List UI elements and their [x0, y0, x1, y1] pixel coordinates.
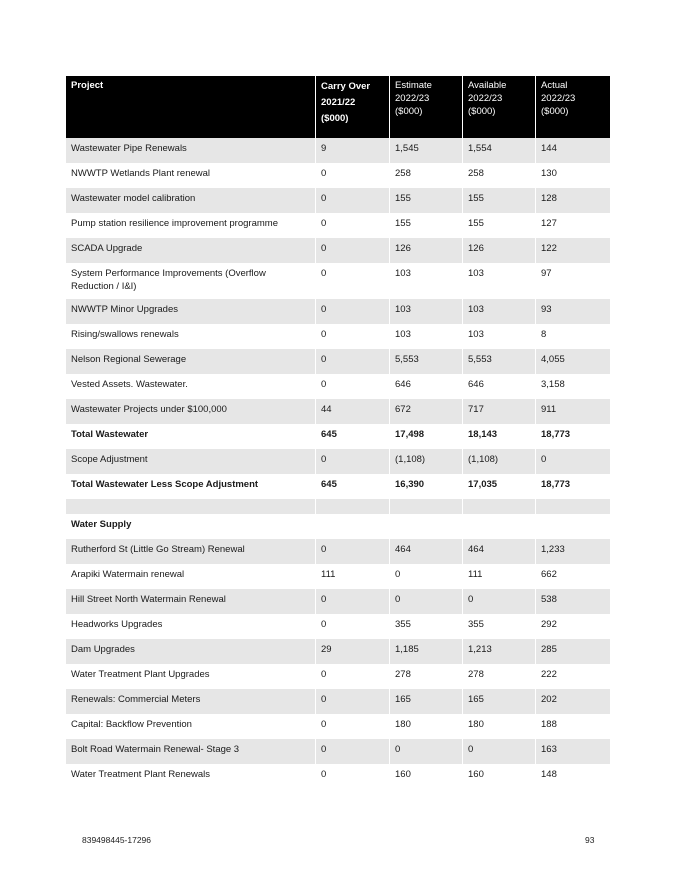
table-row [66, 474, 610, 499]
table-row [66, 349, 610, 374]
cell-project: Capital: Backflow Prevention [71, 719, 192, 730]
cell-estimate: 0 [389, 589, 462, 614]
cell-carry: 0 [315, 764, 389, 789]
cell-actual: 538 [535, 589, 610, 614]
cell-project: Wastewater Pipe Renewals [71, 143, 187, 154]
cell-available: 0 [462, 589, 535, 614]
cell-project: NWWTP Wetlands Plant renewal [71, 168, 211, 179]
cell-actual: 163 [535, 739, 610, 764]
cell-actual: 122 [535, 238, 610, 263]
cell-carry: 0 [315, 213, 389, 238]
cell-actual: 8 [535, 324, 610, 349]
cell-carry: 0 [315, 374, 389, 399]
cell-carry: 645 [315, 424, 389, 449]
cell-project: Headworks Upgrades [71, 619, 163, 630]
header-carry-line3: ($000) [321, 113, 349, 124]
cell-project: SCADA Upgrade [71, 243, 143, 254]
cell-available: 155 [462, 213, 535, 238]
cell-carry: 29 [315, 639, 389, 664]
cell-estimate: 126 [389, 238, 462, 263]
page-number: 93 [585, 835, 595, 845]
cell-project: Rutherford St (Little Go Stream) Renewal [71, 544, 245, 555]
cell-estimate: 278 [389, 664, 462, 689]
cell-available: 103 [462, 299, 535, 324]
table-row [66, 399, 610, 424]
cell-available: 18,143 [462, 424, 535, 449]
header-carry-over [315, 76, 389, 138]
cell-estimate: 355 [389, 614, 462, 639]
table-row [66, 639, 610, 664]
cell-available: 464 [462, 539, 535, 564]
cell-project: Vested Assets. Wastewater. [71, 379, 188, 390]
cell-estimate: 160 [389, 764, 462, 789]
cell-available: 126 [462, 238, 535, 263]
table-row [66, 539, 610, 564]
cell-project: NWWTP Minor Upgrades [71, 304, 178, 315]
cell-actual: 127 [535, 213, 610, 238]
cell-estimate [389, 499, 462, 514]
cell-project: Wastewater model calibration [71, 193, 196, 204]
cell-available: 278 [462, 664, 535, 689]
cell-carry: 0 [315, 238, 389, 263]
cell-project [66, 499, 315, 514]
cell-available: 165 [462, 689, 535, 714]
cell-actual [535, 514, 610, 539]
table-row [66, 714, 610, 739]
table-header-row [66, 76, 610, 138]
cell-available: 258 [462, 163, 535, 188]
cell-project: Pump station resilience improvement programme [71, 218, 278, 229]
cell-estimate: 103 [389, 324, 462, 349]
cell-actual [535, 499, 610, 514]
header-actual-line3: ($000) [541, 106, 569, 117]
cell-project: System Performance Improvements (Overflow Reduction / I&I) [71, 268, 266, 292]
capital-projects-table [66, 76, 610, 789]
cell-estimate: (1,108) [389, 449, 462, 474]
cell-available [462, 499, 535, 514]
cell-available: 646 [462, 374, 535, 399]
cell-project: Total Wastewater [71, 429, 149, 440]
table-row [66, 449, 610, 474]
table-row [66, 499, 610, 514]
header-estimate-line2: 2022/23 [395, 93, 430, 104]
cell-project: Water Treatment Plant Upgrades [71, 669, 210, 680]
table-row [66, 188, 610, 213]
cell-estimate: 16,390 [389, 474, 462, 499]
cell-estimate: 17,498 [389, 424, 462, 449]
header-project: Project [71, 80, 104, 91]
cell-available: 111 [462, 564, 535, 589]
cell-project: Scope Adjustment [71, 454, 148, 465]
cell-available: 1,213 [462, 639, 535, 664]
cell-project: Renewals: Commercial Meters [71, 694, 201, 705]
cell-actual: 0 [535, 449, 610, 474]
cell-estimate: 103 [389, 263, 462, 299]
table-body [66, 138, 610, 789]
cell-carry: 0 [315, 163, 389, 188]
cell-actual: 3,158 [535, 374, 610, 399]
cell-actual: 128 [535, 188, 610, 213]
cell-carry: 0 [315, 714, 389, 739]
cell-actual: 1,233 [535, 539, 610, 564]
cell-actual: 188 [535, 714, 610, 739]
table-row [66, 163, 610, 188]
table-row [66, 664, 610, 689]
table-row [66, 614, 610, 639]
header-estimate-line1: Estimate [395, 80, 432, 91]
cell-estimate: 103 [389, 299, 462, 324]
cell-project: Hill Street North Watermain Renewal [71, 594, 226, 605]
cell-estimate: 646 [389, 374, 462, 399]
cell-actual: 97 [535, 263, 610, 299]
cell-project: Bolt Road Watermain Renewal- Stage 3 [71, 744, 240, 755]
cell-actual: 148 [535, 764, 610, 789]
header-available [462, 76, 535, 138]
cell-actual: 285 [535, 639, 610, 664]
document-id: 839498445-17296 [82, 835, 152, 845]
cell-estimate: 155 [389, 188, 462, 213]
cell-actual: 911 [535, 399, 610, 424]
table-row [66, 689, 610, 714]
table-row [66, 739, 610, 764]
header-actual-line1: Actual [541, 80, 568, 91]
cell-estimate: 0 [389, 564, 462, 589]
cell-available: 103 [462, 324, 535, 349]
cell-available: 1,554 [462, 138, 535, 163]
cell-project: Water Treatment Plant Renewals [71, 769, 211, 780]
cell-carry: 0 [315, 263, 389, 299]
header-carry-line2: 2021/22 [321, 97, 356, 108]
cell-carry: 0 [315, 299, 389, 324]
table-row [66, 213, 610, 238]
table-row [66, 589, 610, 614]
cell-estimate: 464 [389, 539, 462, 564]
cell-estimate: 672 [389, 399, 462, 424]
cell-carry: 0 [315, 324, 389, 349]
cell-estimate [389, 514, 462, 539]
cell-carry: 0 [315, 188, 389, 213]
cell-available: 717 [462, 399, 535, 424]
cell-carry: 44 [315, 399, 389, 424]
table-row [66, 374, 610, 399]
header-available-line3: ($000) [468, 106, 496, 117]
table-row [66, 238, 610, 263]
cell-carry: 0 [315, 589, 389, 614]
cell-project: Rising/swallows renewals [71, 329, 179, 340]
cell-actual: 4,055 [535, 349, 610, 374]
cell-estimate: 165 [389, 689, 462, 714]
header-available-line1: Available [468, 80, 507, 91]
cell-carry [315, 499, 389, 514]
cell-available [462, 514, 535, 539]
cell-carry: 0 [315, 739, 389, 764]
cell-estimate: 0 [389, 739, 462, 764]
cell-carry: 0 [315, 539, 389, 564]
header-estimate [389, 76, 462, 138]
cell-carry: 0 [315, 689, 389, 714]
cell-actual: 662 [535, 564, 610, 589]
cell-carry: 0 [315, 449, 389, 474]
cell-actual: 18,773 [535, 474, 610, 499]
header-actual [535, 76, 610, 138]
header-carry-line1: Carry Over [321, 81, 371, 92]
cell-available: 155 [462, 188, 535, 213]
cell-actual: 292 [535, 614, 610, 639]
cell-carry: 0 [315, 349, 389, 374]
cell-carry: 111 [315, 564, 389, 589]
table-row [66, 514, 610, 539]
table-row [66, 138, 610, 163]
cell-project: Dam Upgrades [71, 644, 135, 655]
cell-project: Water Supply [71, 519, 132, 530]
header-actual-line2: 2022/23 [541, 93, 576, 104]
cell-actual: 202 [535, 689, 610, 714]
cell-estimate: 1,185 [389, 639, 462, 664]
cell-actual: 130 [535, 163, 610, 188]
cell-available: 17,035 [462, 474, 535, 499]
cell-estimate: 5,553 [389, 349, 462, 374]
cell-carry: 0 [315, 614, 389, 639]
cell-estimate: 1,545 [389, 138, 462, 163]
table-row [66, 564, 610, 589]
cell-actual: 144 [535, 138, 610, 163]
cell-estimate: 180 [389, 714, 462, 739]
cell-project: Total Wastewater Less Scope Adjustment [71, 479, 259, 490]
cell-available: 160 [462, 764, 535, 789]
cell-available: 355 [462, 614, 535, 639]
cell-estimate: 155 [389, 213, 462, 238]
header-available-line2: 2022/23 [468, 93, 503, 104]
cell-carry: 9 [315, 138, 389, 163]
cell-project: Arapiki Watermain renewal [71, 569, 185, 580]
cell-carry: 645 [315, 474, 389, 499]
cell-project: Wastewater Projects under $100,000 [71, 404, 227, 415]
cell-available: 103 [462, 263, 535, 299]
table-row [66, 324, 610, 349]
cell-actual: 18,773 [535, 424, 610, 449]
header-estimate-line3: ($000) [395, 106, 423, 117]
cell-estimate: 258 [389, 163, 462, 188]
cell-carry [315, 514, 389, 539]
cell-actual: 93 [535, 299, 610, 324]
cell-available: 0 [462, 739, 535, 764]
cell-available: 5,553 [462, 349, 535, 374]
table-row [66, 299, 610, 324]
table-row [66, 764, 610, 789]
cell-available: 180 [462, 714, 535, 739]
cell-carry: 0 [315, 664, 389, 689]
cell-available: (1,108) [462, 449, 535, 474]
table-row [66, 263, 610, 299]
cell-actual: 222 [535, 664, 610, 689]
table-row [66, 424, 610, 449]
cell-project: Nelson Regional Sewerage [71, 354, 187, 365]
